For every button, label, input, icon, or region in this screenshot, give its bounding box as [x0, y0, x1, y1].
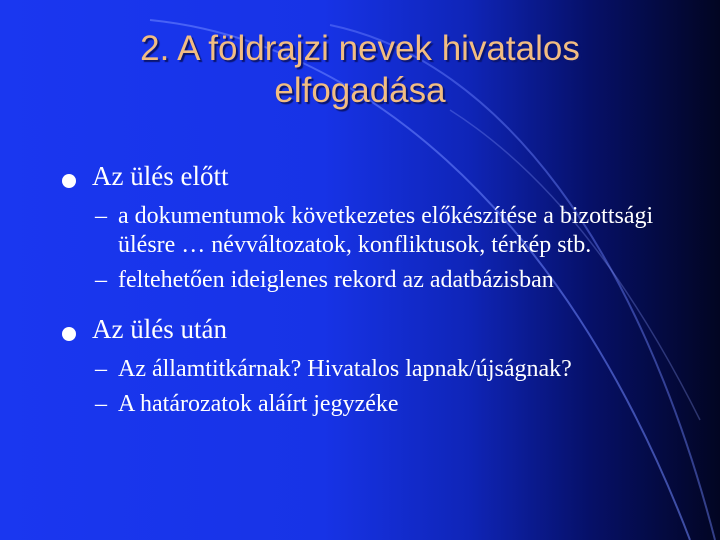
sub-item: [60, 202, 680, 260]
bullet-item: [60, 313, 680, 345]
bullet-icon: [62, 327, 76, 341]
slide-title-line-1: 2. A földrajzi nevek hivatalos: [140, 29, 580, 68]
slide-title: [40, 28, 680, 112]
sub-item-text: a dokumentumok következetes előkészítése a bizottsági ülésre … névváltozatok, konfliktusok, térkép stb.: [118, 203, 654, 259]
bullet-icon: [62, 174, 76, 188]
dash-icon: –: [95, 390, 107, 417]
sub-item: [60, 266, 680, 295]
dash-icon: –: [95, 266, 107, 293]
section-after-meeting: [60, 313, 680, 419]
sub-item-text: feltehetően ideiglenes rekord az adatbázisban: [118, 266, 554, 293]
section-heading: Az ülés előtt: [92, 161, 229, 191]
sub-list: [60, 202, 680, 294]
section-before-meeting: [60, 160, 680, 295]
sub-list: [60, 355, 680, 419]
dash-icon: –: [95, 203, 107, 230]
slide-title-line-2: elfogadása: [274, 71, 446, 110]
dash-icon: –: [95, 356, 107, 383]
sub-item: [60, 390, 680, 419]
slide-content: [60, 160, 680, 419]
sub-item: [60, 355, 680, 384]
section-heading: Az ülés után: [92, 313, 227, 344]
sub-item-text: A határozatok aláírt jegyzéke: [118, 390, 399, 417]
bullet-item: [60, 160, 680, 192]
sub-item-text: Az államtitkárnak? Hivatalos lapnak/újságnak?: [118, 356, 572, 383]
